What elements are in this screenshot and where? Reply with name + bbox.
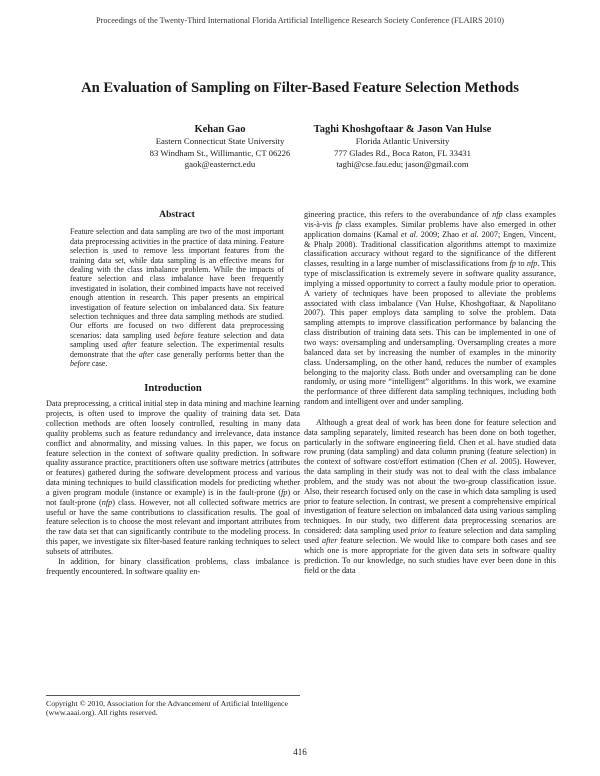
introduction-heading: Introduction	[144, 382, 202, 394]
author-address: 777 Glades Rd., Boca Raton, FL 33431	[334, 147, 471, 158]
intro-paragraph-2-continued: gineering practice, this refers to the overabundance of nfp class examples vis-à-vis fp class examples. Similar problems have also emerged in other application domains (Kamal et al. 2009; Zhao et al. 2007; Engen, Vincent, & Phalp 2008). Traditional classification algorithms attempt to maximize classification accuracy without regard to the significance of the different classes, resulting in a large number of misclassifications from fp to nfp. This type of misclassification is extremely severe in software quality assurance, implying a missed opportunity to correct a faulty module prior to operation. A variety of techniques have been proposed to alleviate the problems associated with class imbalance (Van Hulse, Khoshgoftaar, & Napolitano 2007). This paper employs data sampling to solve the problem. Data sampling attempts to improve classification performance by balancing the class distribution of training data sets. This can be implemented in one of two ways: oversampling and undersampling. Oversampling creates a more balanced data set by increasing the number of examples in the minority class. Undersampling, on the other hand, reduces the number of examples belonging to the majority class. Both under and oversampling can be done randomly, or using more “intelligent” algorithms. In this work, we examine the performance of three different data sampling techniques, including both random and intelligent over and under sampling.	[304, 210, 556, 407]
author-block-2	[300, 123, 505, 171]
proceedings-header: Proceedings of the Twenty-Third International Florida Artificial Intelligence Research Society Conference (FLAIRS 2010)	[96, 16, 504, 25]
intro-paragraph-1: Data preprocessing, a critical initial step in data mining and machine learning projects, is often used to improve the quality of training data set. Data collection methods are often loosely controlled, resulting in many data quality problems such as feature redundancy and irrelevance, data instance conflict and abnormality, and missing values. In this paper, we focus on feature selection in the context of software quality prediction. In software quality assurance practice, practitioners often use software metrics (attributes or features) gathered during the software development process and various data mining techniques to build classification models for predicting whether a given program module (instance or example) is in the fault-prone (fp) or not fault-prone (nfp) class. However, not all collected software metrics are useful or have the same contributions to classification results. The goal of feature selection is to choose the most relevant and important attributes from the raw data set that can significantly contribute to the modeling process. In this paper, we investigate six filter-based feature ranking techniques to select subsets of attributes.	[46, 399, 301, 556]
intro-paragraph-2: In addition, for binary classification problems, class imbalance is frequently encountered. In software quality en-	[46, 556, 300, 576]
right-column	[304, 210, 556, 575]
intro-paragraph-3: Although a great deal of work has been done for feature selection and data sampling separately, limited research has been done on both together, particularly in the software engineering field. Chen et al. have studied data row pruning (data sampling) and data column pruning (feature selection) in the context of software cost/effort estimation (Chen et al. 2005). However, the data sampling in their study was not to deal with the class imbalance problem, and the study was not about the two-group classification issue. Also, their research focused only on the case in which data sampling is used prior to feature selection. In contrast, we present a comprehensive empirical investigation of feature selection on imbalanced data using various sampling techniques. In our study, two different data preprocessing scenarios are considered: data sampling used prior to feature selection and data sampling used after feature selection. We would like to compare both cases and see which one is more appropriate for the given data sets in software quality prediction. To our knowledge, no such studies have ever been done in this field or the data	[304, 417, 557, 575]
paper-title: An Evaluation of Sampling on Filter-Based Feature Selection Methods	[81, 80, 519, 96]
copyright-notice: Copyright © 2010, Association for the Advancement of Artificial Intelligence (www.aaai.org). All rights reserved.	[46, 695, 300, 718]
author-name: Taghi Khoshgoftaar & Jason Van Hulse	[313, 124, 492, 135]
author-name: Kehan Gao	[194, 124, 246, 135]
author-affiliation: Eastern Connecticut State University	[155, 136, 285, 146]
abstract-heading: Abstract	[159, 209, 195, 220]
abstract-text: Feature selection and data sampling are two of the most important data preprocessing activities in the practice of data mining. Feature selection is used to remove less important features from the training data set, while data sampling is an effective means for dealing with the class imbalance problem. While the impacts of feature selection and class imbalance have been frequently investigated in isolation, their combined impacts have not received enough attention in research. This paper presents an empirical investigation of feature selection on imbalanced data. Six feature selection techniques and three data sampling methods are studied. Our efforts are focused on two different data preprocessing scenarios: data sampling used before feature selection and data sampling used after feature selection. The experimental results demonstrate that the after case generally performs better than the before case.	[70, 227, 285, 369]
author-email: taghi@cse.fau.edu; jason@gmail.com	[336, 159, 469, 170]
page-number: 416	[293, 747, 307, 757]
abstract	[46, 210, 300, 369]
author-affiliation: Florida Atlantic University	[355, 136, 450, 146]
author-email: gaok@easternct.edu	[184, 159, 256, 170]
author-address: 83 Windham St., Willimantic, CT 06226	[149, 147, 291, 158]
left-column	[46, 210, 300, 577]
